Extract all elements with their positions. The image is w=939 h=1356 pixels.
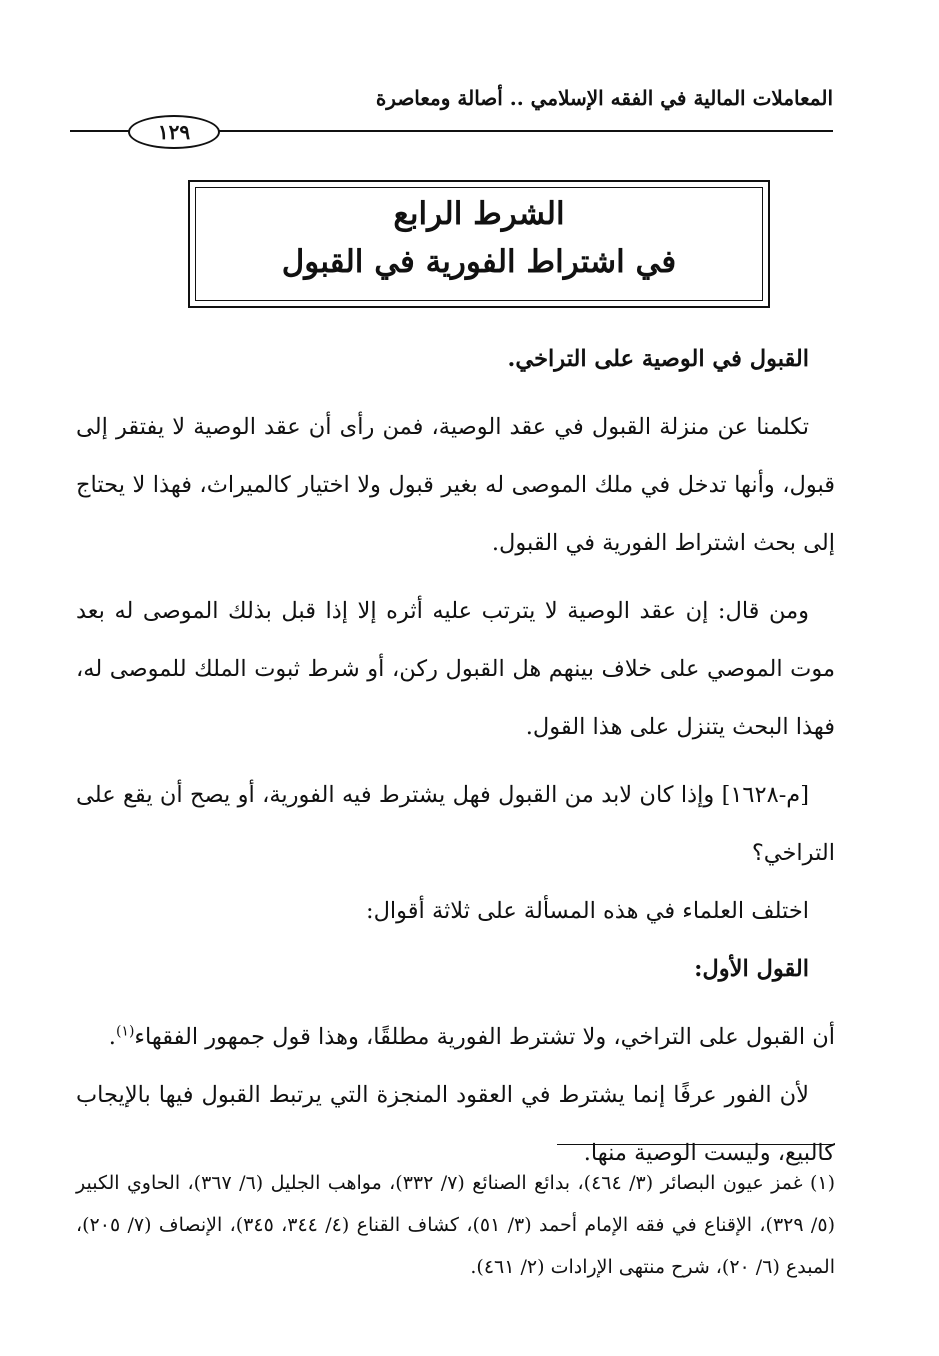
paragraph-7-text: أن القبول على التراخي، ولا تشترط الفورية مطلقًا، وهذا قول جمهور الفقهاء (134, 1024, 835, 1050)
running-title: المعاملات المالية في الفقه الإسلامي .. أصالة ومعاصرة (375, 86, 833, 110)
opinion-heading: القول الأول: (694, 956, 809, 982)
footnote-reference[interactable]: (١) (115, 1023, 135, 1040)
main-text (76, 330, 835, 1182)
paragraph-4: [م-١٦٢٨] وإذا كان لابد من القبول فهل يشترط فيه الفورية، أو يصح أن يقع على التراخي؟ (76, 782, 835, 866)
page-number: ١٢٩ (128, 115, 220, 149)
paragraph-1: القبول في الوصية على التراخي. (507, 346, 809, 372)
chapter-title-line-2: في اشتراط الفورية في القبول (281, 244, 677, 280)
paragraph-3: ومن قال: إن عقد الوصية لا يترتب عليه أثره إلا إذا قبل بذلك الموصى له بعد موت الموصي على خلاف بينهم هل القبول ركن، أو شرط ثبوت الملك للموصى له، فهذا البحث يتنزل على هذا القول. (76, 598, 835, 740)
paragraph-2: تكلمنا عن منزلة القبول في عقد الوصية، فمن رأى أن عقد الوصية لا يفتقر إلى قبول، وأنها تدخل في ملك الموصى له بغير قبول ولا اختيار كالميراث، فهذا لا يحتاج إلى بحث اشتراط الفورية في القبول. (76, 414, 835, 556)
chapter-title-line-1: الشرط الرابع (393, 196, 565, 232)
paragraph-8: لأن الفور عرفًا إنما يشترط في العقود المنجزة التي يرتبط القبول فيها بالإيجاب كالبيع، وليست الوصية منها. (76, 1082, 835, 1166)
paragraph-5: اختلف العلماء في هذه المسألة على ثلاثة أقوال: (366, 898, 809, 924)
paragraph-7-end: . (108, 1024, 116, 1050)
footnote-1: (١) غمز عيون البصائر (٣/ ٤٦٤)، بدائع الصنائع (٧/ ٣٣٢)، مواهب الجليل (٦/ ٣٦٧)، الحاوي الكبير (٥/ ٣٢٩)، الإقناع في فقه الإمام أحمد (٣/ ٥١)، كشاف القناع (٤/ ٣٤٤، ٣٤٥)، الإنصاف (٧/ ٢٠٥)، المبدع (٦/ ٢٠)، شرح منتهى الإرادات (٢/ ٤٦١). (76, 1172, 836, 1278)
paragraph-7 (76, 1008, 835, 1066)
chapter-title-frame (188, 180, 770, 308)
footnotes (76, 1162, 835, 1288)
footnote-separator (557, 1144, 835, 1145)
